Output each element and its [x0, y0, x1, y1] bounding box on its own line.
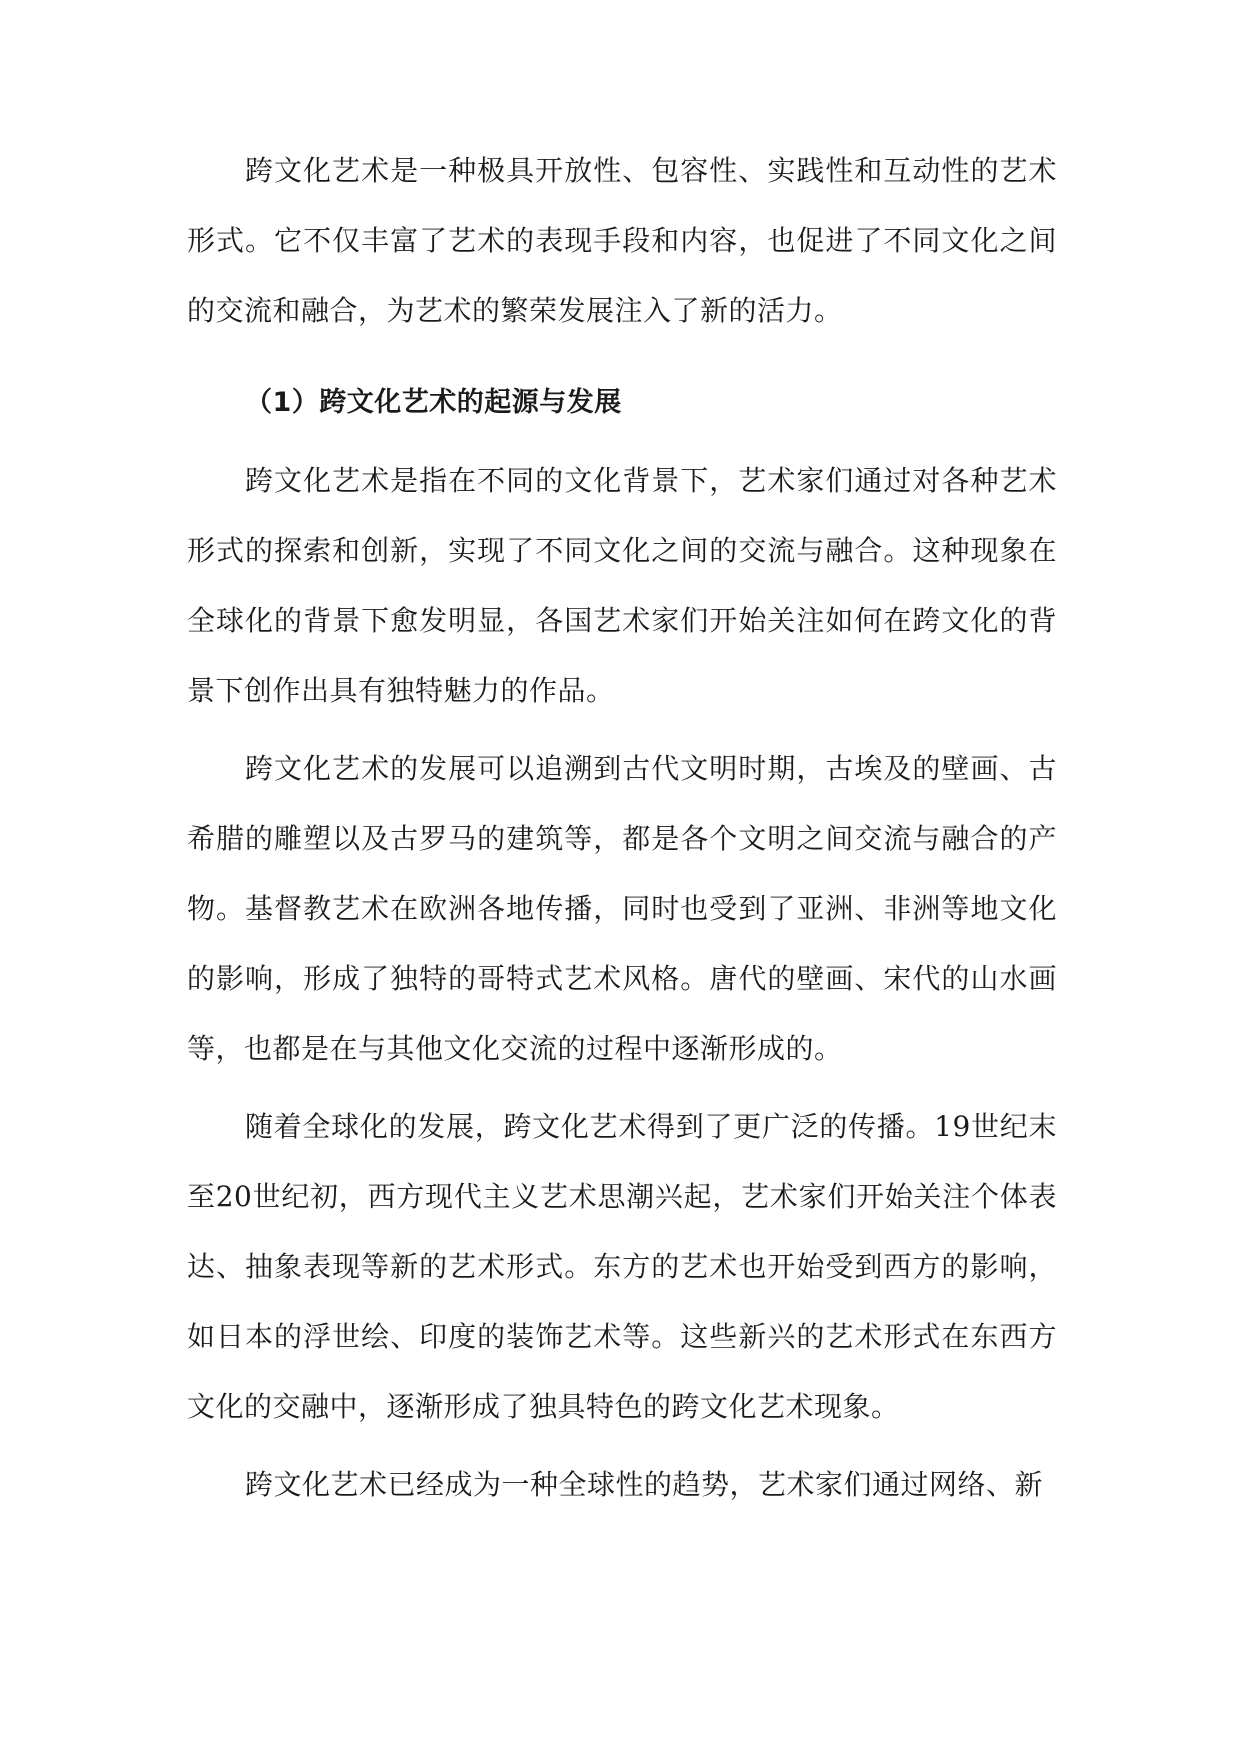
body-paragraph-3: 随着全球化的发展，跨文化艺术得到了更广泛的传播。19世纪末至20世纪初，西方现代主义艺术思潮兴起，艺术家们开始关注个体表达、抽象表现等新的艺术形式。东方的艺术也开始受到西方的影响，如日本的浮世绘、印度的装饰艺术等。这些新兴的艺术形式在东西方文化的交融中，逐渐形成了独具特色的跨文化艺术现象。	[187, 1110, 1057, 1423]
body-paragraph-1: 跨文化艺术是指在不同的文化背景下，艺术家们通过对各种艺术形式的探索和创新，实现了不同文化之间的交流与融合。这种现象在全球化的背景下愈发明显，各国艺术家们开始关注如何在跨文化的背景下创作出具有独特魅力的作品。	[187, 464, 1057, 707]
section-heading: （1）跨文化艺术的起源与发展	[245, 387, 622, 418]
document-body	[187, 136, 1057, 1528]
body-paragraph-2: 跨文化艺术的发展可以追溯到古代文明时期，古埃及的壁画、古希腊的雕塑以及古罗马的建筑等，都是各个文明之间交流与融合的产物。基督教艺术在欧洲各地传播，同时也受到了亚洲、非洲等地文化的影响，形成了独特的哥特式艺术风格。唐代的壁画、宋代的山水画等，也都是在与其他文化交流的过程中逐渐形成的。	[187, 752, 1057, 1065]
intro-paragraph: 跨文化艺术是一种极具开放性、包容性、实践性和互动性的艺术形式。它不仅丰富了艺术的表现手段和内容，也促进了不同文化之间的交流和融合，为艺术的繁荣发展注入了新的活力。	[187, 154, 1057, 327]
body-paragraph-4: 跨文化艺术已经成为一种全球性的趋势，艺术家们通过网络、新	[245, 1468, 1044, 1501]
